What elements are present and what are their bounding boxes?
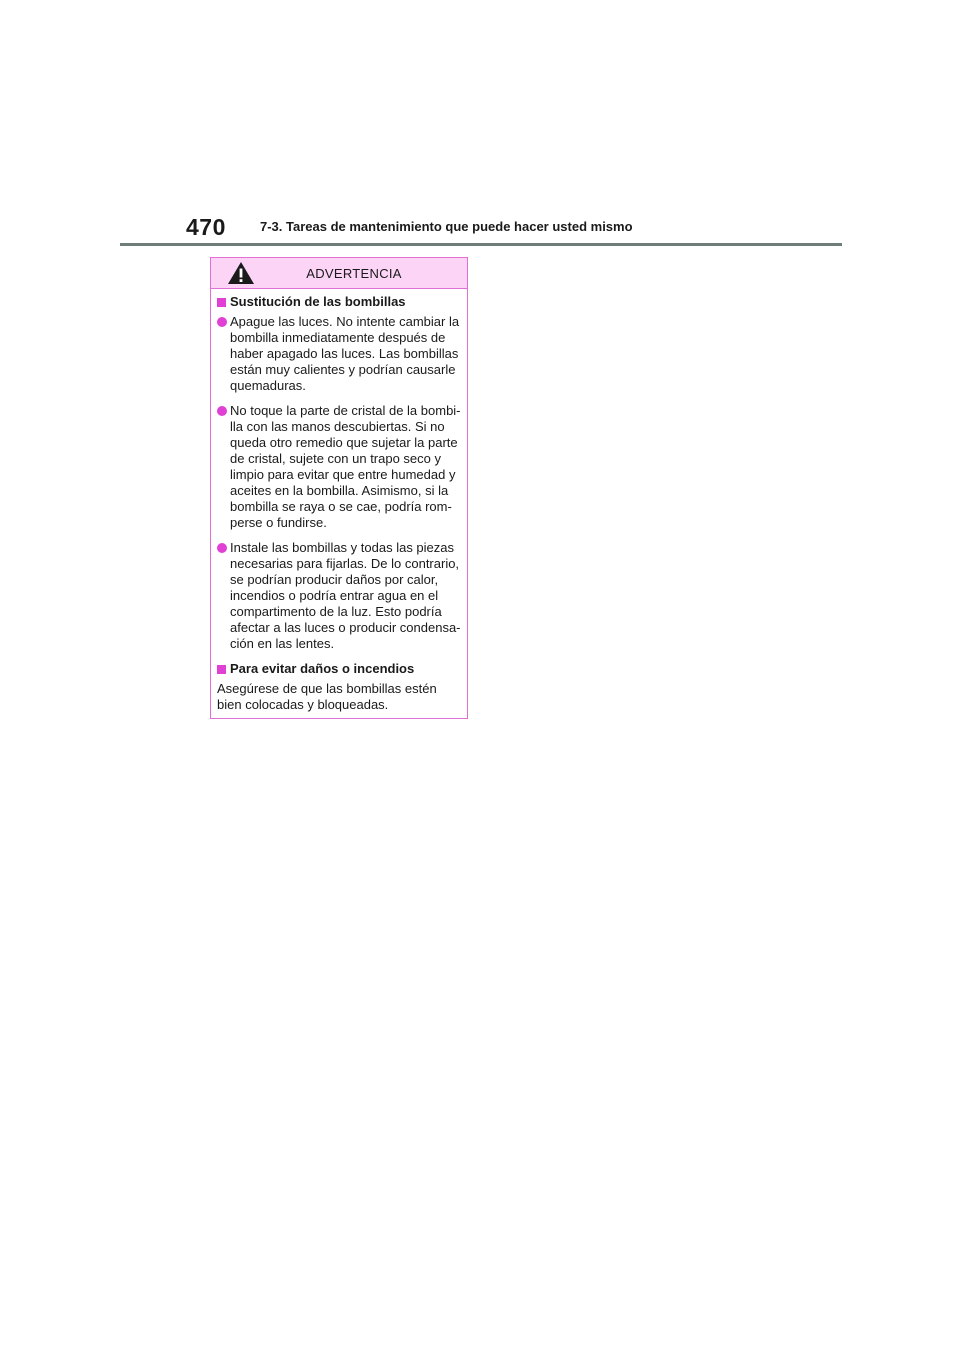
section-heading-text: Sustitución de las bombillas — [230, 294, 406, 309]
list-item-text: Apague las luces. No intente cambiar la bombilla inmediatamente después de haber apagado las luces. Las bombillas están muy calientes y podrían causarle quemaduras. — [230, 314, 460, 393]
list-item-text: Instale las bombillas y todas las piezas necesarias para fijarlas. De lo contrario, se podrían producir daños por calor, incendios o podría entrar agua en el compartimento de la luz. Esto podría afectar a las luces o producir condensa-ción en las lentes. — [230, 540, 461, 651]
square-bullet-icon — [217, 298, 226, 307]
warning-triangle-icon — [227, 261, 255, 285]
list-item — [217, 314, 461, 394]
warning-box — [210, 257, 468, 719]
square-bullet-icon — [217, 665, 226, 674]
header-divider — [120, 243, 842, 246]
list-item — [217, 403, 461, 531]
list-item — [217, 540, 461, 652]
circle-bullet-icon — [217, 317, 227, 327]
section-text: Asegúrese de que las bombillas estén bien colocadas y bloqueadas. — [217, 681, 437, 712]
page-number: 470 — [186, 214, 226, 240]
list-item-text: No toque la parte de cristal de la bombi-lla con las manos descubiertas. Si no queda otro remedio que sujetar la parte de cristal, sujete con un trapo seco y limpio para evitar que entre humedad y aceites en la bombilla. Asimismo, si la bombilla se raya o se cae, podría rom-perse o fundirse. — [230, 403, 461, 530]
warning-header — [211, 258, 467, 289]
section-heading — [217, 294, 461, 310]
section-title: 7-3. Tareas de mantenimiento que puede hacer usted mismo — [260, 219, 633, 234]
section-heading-text: Para evitar daños o incendios — [230, 661, 415, 676]
section-heading — [217, 661, 461, 677]
warning-title: ADVERTENCIA — [306, 265, 402, 281]
circle-bullet-icon — [217, 406, 227, 416]
circle-bullet-icon — [217, 543, 227, 553]
warning-body — [211, 289, 467, 713]
